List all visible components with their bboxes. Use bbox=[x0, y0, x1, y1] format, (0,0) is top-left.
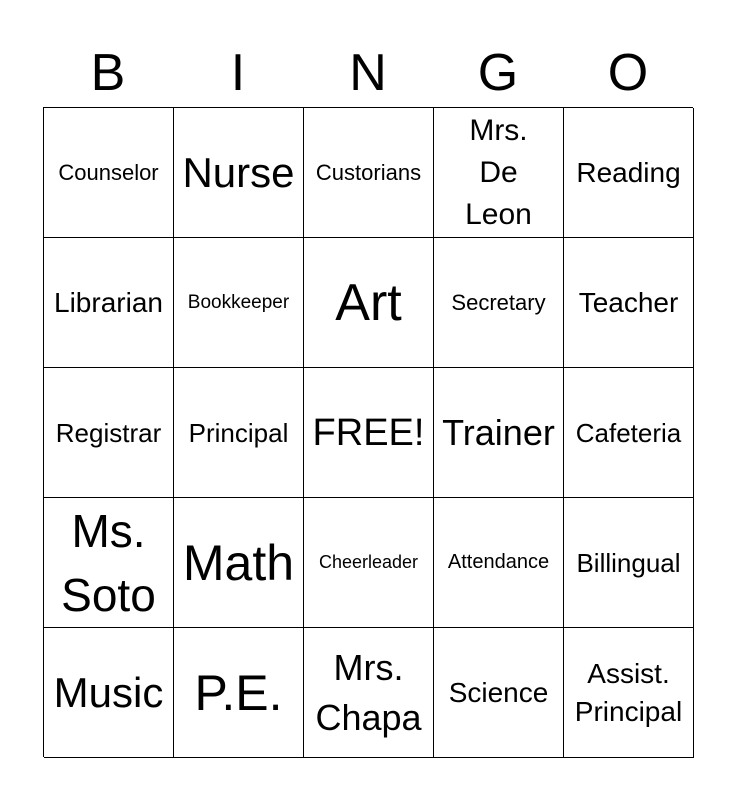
cell-text: Secretary bbox=[451, 290, 546, 315]
bingo-cell[interactable] bbox=[564, 238, 694, 368]
bingo-cell[interactable] bbox=[44, 368, 174, 498]
bingo-cell[interactable] bbox=[44, 628, 174, 758]
bingo-cell[interactable] bbox=[44, 108, 174, 238]
bingo-cell[interactable] bbox=[174, 368, 304, 498]
cell-text: Bookkeeper bbox=[187, 291, 290, 313]
cell-text: Art bbox=[335, 273, 402, 332]
cell-text: Billingual bbox=[576, 547, 681, 578]
header-letter-g: G bbox=[477, 44, 519, 102]
header-letter-b: B bbox=[90, 44, 126, 102]
header-letter-i: I bbox=[230, 44, 246, 102]
free-space-text: FREE! bbox=[312, 411, 425, 454]
bingo-cell[interactable] bbox=[304, 108, 434, 238]
cell-text: Math bbox=[182, 534, 295, 591]
cell-text: Registrar bbox=[55, 417, 162, 448]
bingo-grid bbox=[43, 107, 693, 757]
cell-text: Ms. Soto bbox=[61, 504, 156, 621]
cell-text: Cheerleader bbox=[318, 552, 419, 572]
bingo-cell[interactable] bbox=[174, 108, 304, 238]
cell-text: Librarian bbox=[54, 286, 163, 318]
cell-text: P.E. bbox=[194, 664, 283, 721]
bingo-cell[interactable] bbox=[564, 108, 694, 238]
bingo-cell[interactable] bbox=[304, 498, 434, 628]
bingo-cell[interactable] bbox=[304, 238, 434, 368]
bingo-cell[interactable] bbox=[564, 628, 694, 758]
bingo-cell[interactable] bbox=[434, 628, 564, 758]
cell-text: Reading bbox=[576, 156, 681, 188]
header-letter-n: N bbox=[349, 44, 387, 102]
bingo-cell[interactable] bbox=[434, 108, 564, 238]
cell-text: Custorians bbox=[315, 160, 422, 185]
bingo-cell[interactable] bbox=[174, 628, 304, 758]
bingo-cell[interactable] bbox=[434, 368, 564, 498]
bingo-cell[interactable] bbox=[174, 498, 304, 628]
bingo-cell[interactable] bbox=[564, 498, 694, 628]
cell-text: Assist. Principal bbox=[574, 657, 683, 727]
cell-text: Mrs. Chapa bbox=[315, 646, 422, 738]
cell-text: Nurse bbox=[182, 148, 295, 196]
cell-text: Music bbox=[53, 668, 164, 716]
bingo-cell[interactable] bbox=[174, 238, 304, 368]
cell-text: Teacher bbox=[578, 286, 679, 318]
cell-text: Principal bbox=[188, 417, 289, 448]
bingo-cell[interactable] bbox=[434, 498, 564, 628]
header-letter-o: O bbox=[607, 44, 649, 102]
bingo-cell[interactable] bbox=[44, 498, 174, 628]
cell-text: Counselor bbox=[58, 160, 159, 185]
bingo-cell[interactable] bbox=[434, 238, 564, 368]
bingo-free-cell[interactable] bbox=[304, 368, 434, 498]
cell-text: Cafeteria bbox=[575, 417, 682, 448]
cell-text: Science bbox=[448, 676, 549, 708]
bingo-cell[interactable] bbox=[564, 368, 694, 498]
bingo-cell[interactable] bbox=[304, 628, 434, 758]
cell-text: Trainer bbox=[442, 411, 555, 453]
cell-text: Attendance bbox=[447, 551, 550, 573]
bingo-header bbox=[43, 40, 693, 106]
bingo-cell[interactable] bbox=[44, 238, 174, 368]
cell-text: Mrs. De Leon bbox=[465, 113, 532, 231]
